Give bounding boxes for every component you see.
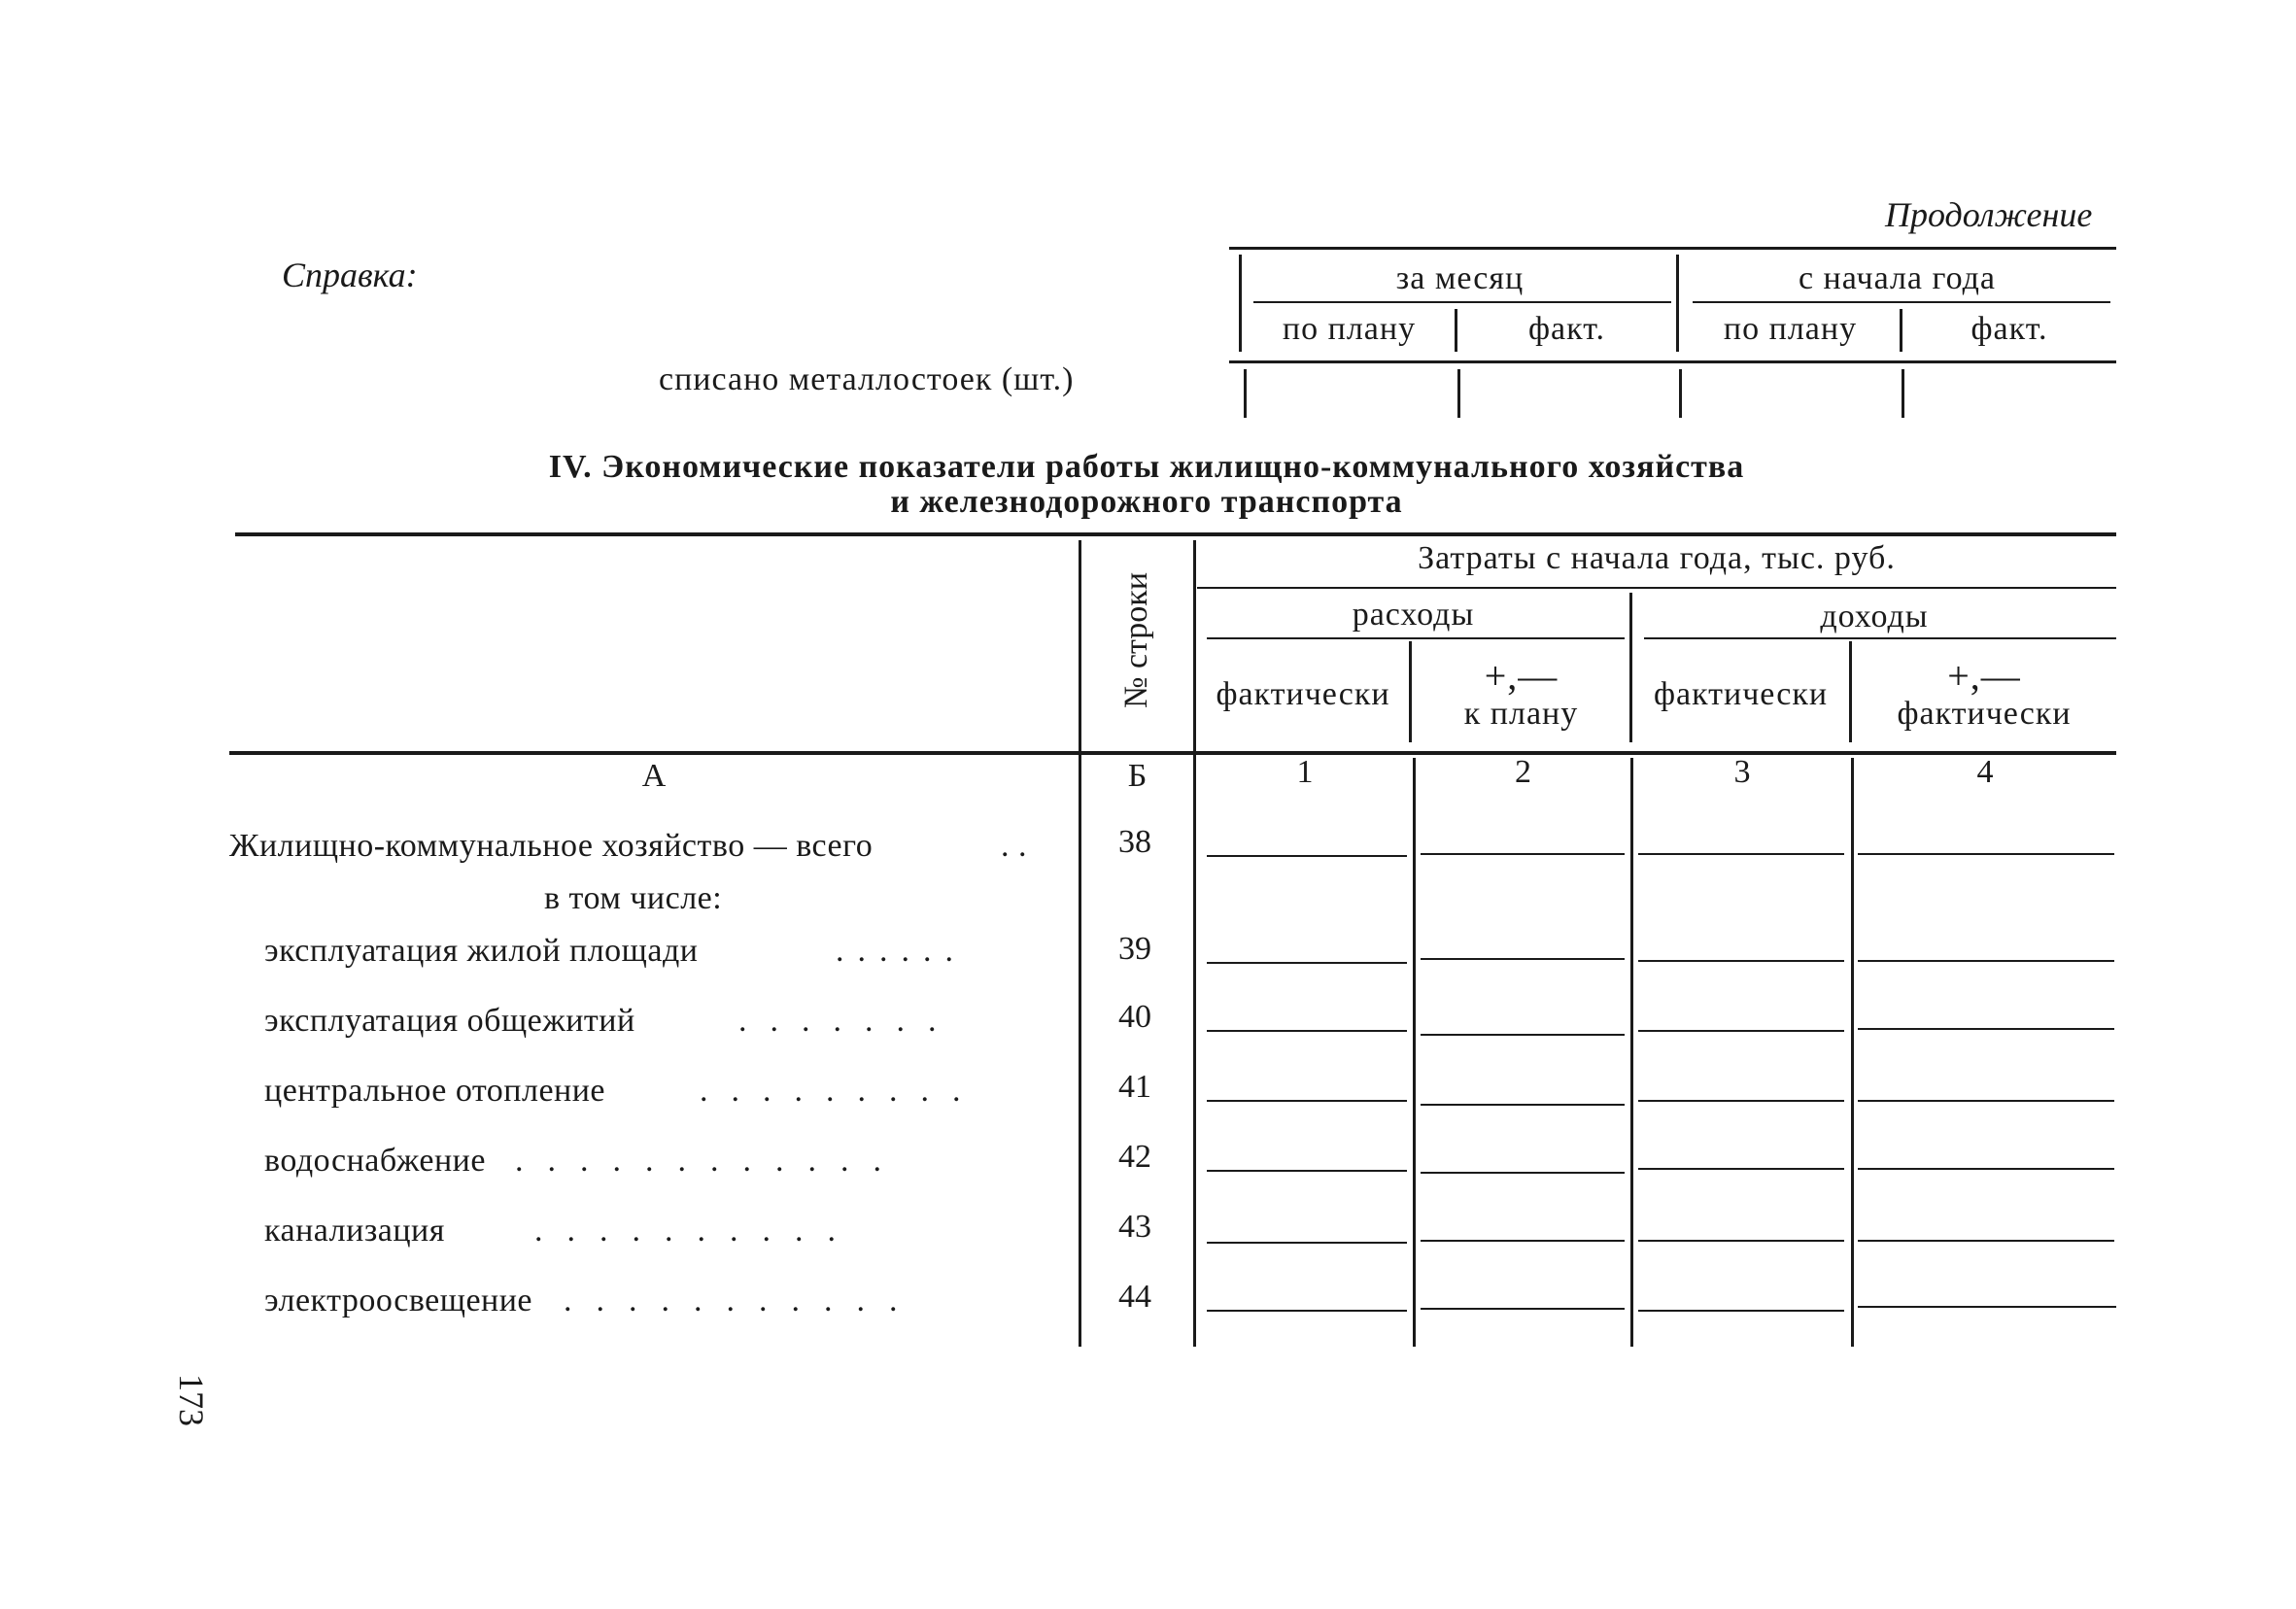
continuation-label: Продолжение	[1885, 195, 2093, 234]
row-number: 42	[1118, 1139, 1151, 1175]
leader-dots: ............	[515, 1143, 906, 1179]
row-number: 41	[1118, 1069, 1151, 1105]
expenses-header: расходы	[1352, 597, 1475, 633]
sub-income-top: +,—	[1947, 654, 2021, 698]
ref-group-month: за месяц	[1395, 260, 1525, 296]
reference-label: Справка:	[282, 256, 418, 294]
section-title-line1: IV. Экономические показатели работы жилищно-коммунального хозяйства	[548, 449, 1745, 485]
sub-actual-1: фактически	[1216, 676, 1390, 712]
row-number: 40	[1118, 999, 1151, 1035]
row-number: 38	[1118, 824, 1151, 860]
col-code-2: 2	[1515, 754, 1531, 790]
row-number: 44	[1118, 1279, 1151, 1315]
row-label: центральное отопление	[264, 1073, 606, 1109]
leader-dots: ...........	[564, 1283, 922, 1318]
row-label: канализация	[264, 1213, 445, 1249]
ref-sub-plan-1: по плану	[1282, 311, 1417, 347]
leader-dots: .........	[700, 1073, 984, 1109]
subheading-including: в том числе:	[544, 880, 723, 916]
col-code-3: 3	[1733, 754, 1751, 790]
leader-dots: .......	[738, 1003, 960, 1039]
sub-income-bottom: фактически	[1897, 696, 2072, 732]
col-code-1: 1	[1296, 754, 1314, 790]
ref-row-label: списано металлостоек (шт.)	[659, 361, 1075, 397]
row-number: 43	[1118, 1209, 1151, 1245]
sub-plan-bottom: к плану	[1463, 696, 1579, 732]
ref-sub-plan-2: по плану	[1723, 311, 1858, 347]
section-title-line2: и железнодорожного транспорта	[890, 484, 1403, 520]
row-number: 39	[1118, 931, 1151, 967]
costs-header: Затраты с начала года, тыс. руб.	[1418, 540, 1896, 576]
row-label: эксплуатация общежитий	[264, 1003, 635, 1039]
leader-dots: ..........	[534, 1213, 860, 1249]
ref-sub-fact-1: факт.	[1528, 311, 1605, 347]
row-label: электроосвещение	[264, 1283, 533, 1318]
leader-dots: ......	[836, 933, 967, 969]
row-label: Жилищно-коммунальное хозяйство — всего	[229, 828, 874, 864]
row-label: эксплуатация жилой площади	[264, 933, 699, 969]
sub-plan-top: +,—	[1484, 654, 1559, 698]
row-label: водоснабжение	[264, 1143, 486, 1179]
col-code-4: 4	[1976, 754, 1994, 790]
row-number-header: № строки	[1118, 571, 1154, 708]
ref-group-year: с начала года	[1798, 260, 1997, 296]
ref-sub-fact-2: факт.	[1970, 311, 2048, 347]
col-code-b: Б	[1127, 758, 1148, 794]
col-code-a: А	[641, 758, 667, 794]
sub-actual-2: фактически	[1653, 676, 1829, 712]
page-number: 173	[172, 1374, 211, 1426]
leader-dots: . .	[1001, 828, 1027, 864]
income-header: доходы	[1820, 599, 1929, 634]
